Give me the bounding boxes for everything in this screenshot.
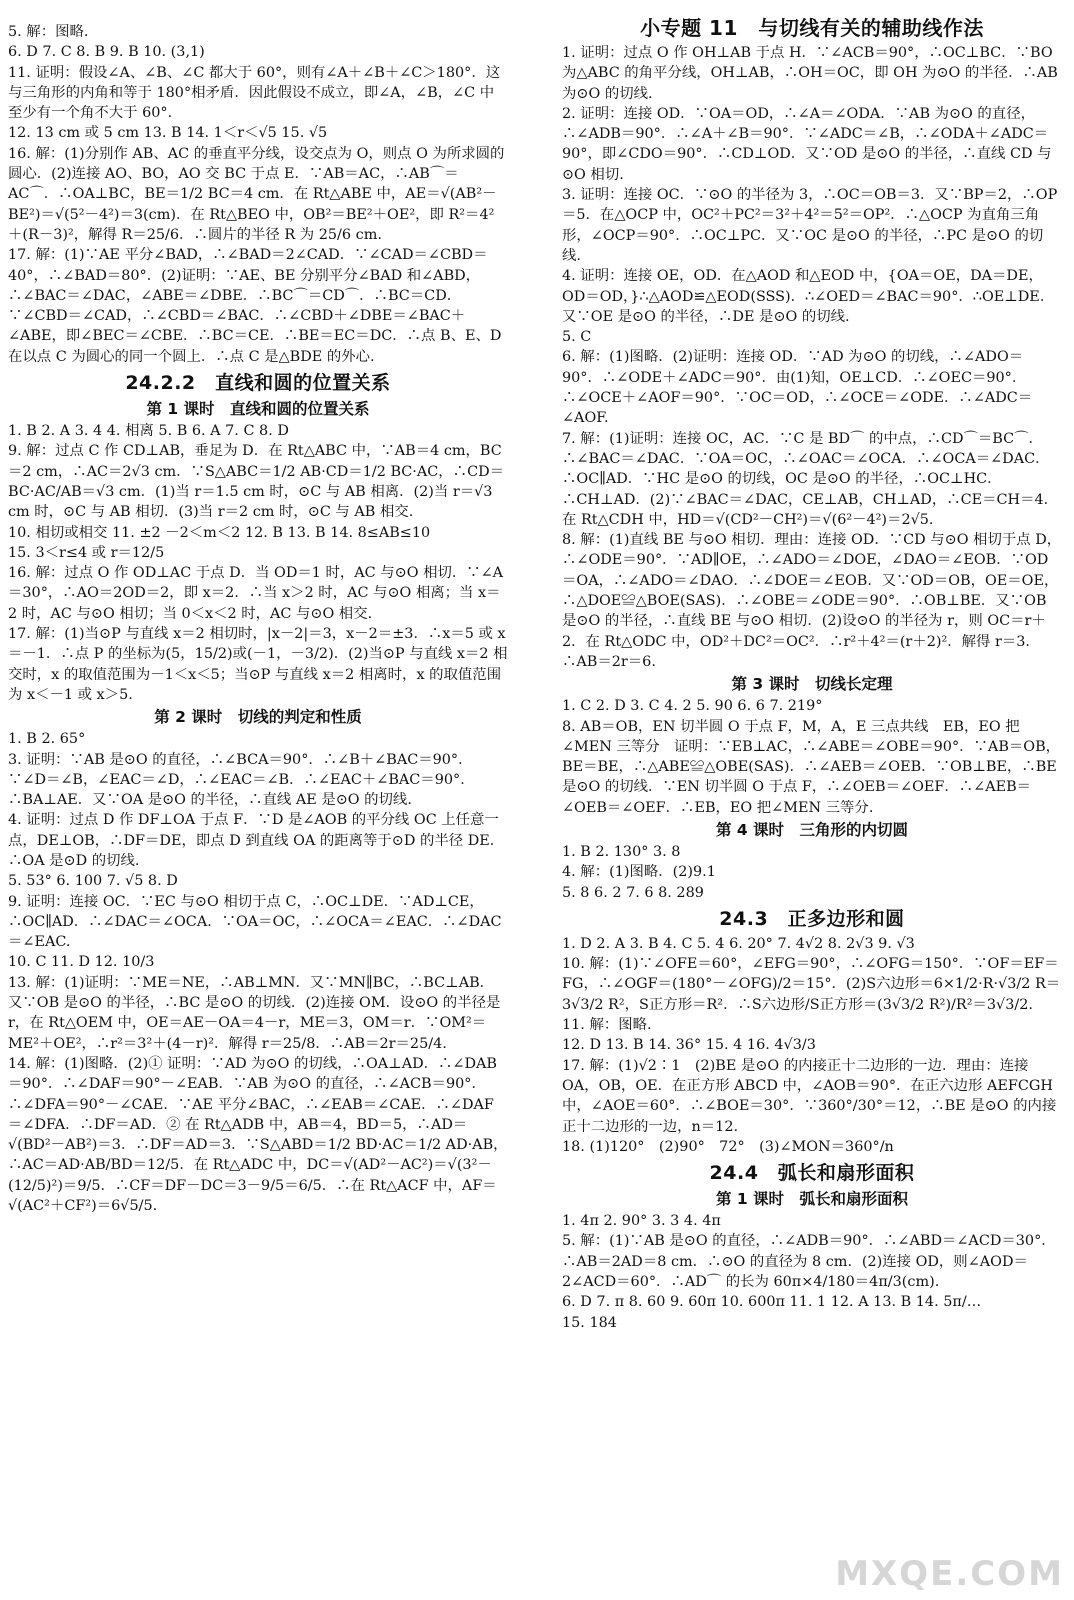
answer-line: 10. C 11. D 12. 10/3 xyxy=(8,954,155,971)
answer-line: 17. 解：(1)∵AE 平分∠BAD，∴∠BAD＝2∠CAD．∵∠CAD＝∠CBD＝40°，∴∠BAD＝80°．(2)证明：∵AE、BE 分别平分∠BAD 和∠ABD，∴∠BAC＝∠DAC，∠ABE＝∠DBE．∴BC⌒＝CD⌒．∴BC＝CD．∵∠CBD＝∠CAD，∴∠CBD＝∠BAC．∴∠CBD＋∠DBE＝∠BAC＋∠ABE，即∠BEC＝∠CBE．∴BC＝CE．∴BE＝EC＝DC．∴点 B、E、D 在以点 C 为圆心的同一个圆上．∴点 C 是△BDE 的外心. xyxy=(8,247,502,365)
answer-line: 14. 解：(1)图略．(2)① 证明：∵AD 为⊙O 的切线，∴OA⊥AD．∴∠DAB＝90°．∴∠DAF＝90°－∠EAB．∵AB 为⊙O 的直径，∴∠ACB＝90°．∴∠DFA＝90°－∠CAE．∵AE 平分∠BAC，∴∠EAB＝∠CAE．∴∠DAF＝∠DFA．∴DF＝AD．② 在 Rt△ADB 中，AB＝4，BD＝5，∴AD＝√(BD²－AB²)＝3．∴DF＝AD＝3．∵S△ABD＝1/2 BD·AC＝1/2 AD·AB，∴AC＝AD·AB/BD＝12/5．在 Rt△ADC 中，DC＝√(AD²－AC²)＝√(3²－(12/5)²)＝9/5．∴CF＝DF－DC＝3－9/5＝6/5．∴在 Rt△ACF 中，AF＝√(AC²＋CF²)＝6√5/5. xyxy=(8,1055,508,1215)
answer-line: 18. (1)120° (2)90° 72° (3)∠MON＝360°/n xyxy=(562,1138,894,1155)
answer-line: 9. 解：过点 C 作 CD⊥AB，垂足为 D．在 Rt△ABC 中，∵AB＝4 cm，BC＝2 cm，∴AC＝2√3 cm．∵S△ABC＝1/2 AB·CD＝1/2 BC·AC，∴CD＝BC·AC/AB＝√3 cm．(1)当 r＝1.5 cm 时，⊙C 与 AB 相离．(2)当 r＝√3 cm 时，⊙C 与 AB 相切．(3)当 r＝2 cm 时，⊙C 与 AB 相交. xyxy=(8,443,505,521)
answer-line: 6. 解：(1)图略．(2)证明：连接 OD．∵AD 为⊙O 的切线，∴∠ADO＝90°．∴∠ODE＋∠ADC＝90°．由(1)知，OE⊥CD．∴∠OEC＝90°．∴∠OCE＋∠AOF＝90°．∵OC＝OD，∴∠OCE＝∠ODE．∴∠ADC＝∠AOF. xyxy=(562,349,1033,427)
answer-line: 8. 解：(1)直线 BE 与⊙O 相切．理由：连接 OD．∵CD 与⊙O 相切于点 D，∴∠ODE＝90°．∵AD∥OE，∴∠ADO＝∠DOE，∠DAO＝∠EOB．∵OD＝OA，∴∠ADO＝∠DAO．∴∠DOE＝∠EOB．又∵OD＝OB，OE＝OE，∴△DOE≌△BOE(SAS)．∴∠OBE＝∠ODE＝90°．∴OB⊥BE．又∵OB 是⊙O 的半径，∴直线 BE 与⊙O 相切．(2)设⊙O 的半径为 r，则 OC＝r＋2．在 Rt△ODC 中，OD²＋DC²＝OC²．∴r²＋4²＝(r＋2)²．解得 r＝3．∴AB＝2r＝6. xyxy=(562,532,1062,670)
answer-line: 1. 证明：过点 O 作 OH⊥AB 于点 H．∵∠ACB＝90°，∴OC⊥BC．∵BO 为△ABC 的角平分线，OH⊥AB，∴OH＝OC，即 OH 为⊙O 的半径．∴AB 为⊙O 的切线. xyxy=(562,45,1058,102)
answer-line: 17. 解：(1)当⊙P 与直线 x＝2 相切时，|x－2|＝3，x－2＝±3．∴x＝5 或 x＝－1．∴点 P 的坐标为(5，15/2)或(－1，－3/2)．(2)当⊙P 与直线 x＝2 相交时，x 的取值范围为－1＜x＜5；当⊙P 与直线 x＝2 相离时，x 的取值范围为 x＜－1 或 x＞5. xyxy=(8,626,508,703)
lesson-heading-1: 第 1 课时 直线和圆的位置关系 xyxy=(146,400,370,419)
answer-line: 5. 解：(1)∵AB 是⊙O 的直径，∴∠ADB＝90°．∴∠ABD＝∠ACD＝30°．∴AB＝2AD＝8 cm．∴⊙O 的直径为 8 cm．(2)连接 OD，则∠AOD＝2∠ACD＝60°．∴AD⌒ 的长为 60π×4/180＝4π/3(cm). xyxy=(562,1233,1056,1291)
answer-line: 4. 证明：过点 D 作 DF⊥OA 于点 F．∵D 是∠AOB 的平分线 OC 上任意一点，DE⊥OB，∴DF＝DE，即点 D 到直线 OA 的距离等于⊙D 的半径 DE．∴OA 是⊙D 的切线. xyxy=(8,812,505,869)
section-heading-24-2-2: 24.2.2 直线和圆的位置关系 xyxy=(125,372,391,395)
answer-line: 5. C xyxy=(562,329,592,346)
topic-heading-11: 小专题 11 与切线有关的辅助线作法 xyxy=(640,16,984,40)
answer-line: 12. 13 cm 或 5 cm 13. B 14. 1＜r＜√5 15. √5 xyxy=(8,125,328,142)
site-watermark: MXQE.COM xyxy=(835,1554,1064,1594)
answer-line: 5. 8 6. 2 7. 6 8. 289 xyxy=(562,884,704,901)
lesson-heading-2: 第 2 课时 切线的判定和性质 xyxy=(154,708,362,727)
answer-line: 9. 证明：连接 OC．∵EC 与⊙O 相切于点 C，∴OC⊥DE．∵AD⊥CE，∴OC∥AD．∴∠DAC＝∠OCA．∵OA＝OC，∴∠OCA＝∠EAC．∴∠DAC＝∠EAC. xyxy=(8,893,502,951)
topic-answers xyxy=(562,43,1062,672)
answer-line: 11. 证明：假设∠A、∠B、∠C 都大于 60°，则有∠A＋∠B＋∠C＞180°．这与三角形的内角和等于 180°相矛盾．因此假设不成立，即∠A，∠B，∠C 中至少有一个角不大于 60°. xyxy=(8,64,501,122)
answer-line: 4. 证明：连接 OE，OD．在△AOD 和△EOD 中，{OA＝OE，DA＝DE，OD＝OD，}∴△AOD≌△EOD(SSS)．∴∠OED＝∠BAC＝90°．∴OE⊥DE．又∵OE 是⊙O 的半径，∴DE 是⊙O 的切线. xyxy=(562,268,1055,325)
answer-line: 3. 证明：∵AB 是⊙O 的直径，∴∠BCA＝90°．∴∠B＋∠BAC＝90°．∵∠D＝∠B，∠EAC＝∠D，∴∠EAC＝∠B．∴∠EAC＋∠BAC＝90°．∴BA⊥AE．又∵OA 是⊙O 的半径，∴直线 AE 是⊙O 的切线. xyxy=(8,751,475,809)
answer-line: 4. 解：(1)图略．(2)9.1 xyxy=(562,864,716,881)
answer-line: 10. 解：(1)∵∠OFE＝60°，∠EFG＝90°，∴∠OFG＝150°．∵OF＝EF＝FG，∴∠OGF＝(180°－∠OFG)/2＝15°．(2)S六边形＝6×1/2·R·√3/2 R＝3√3/2 R²，S正方形＝R²．∴S六边形/S正方形＝(3√3/2 R²)/R²＝3√3/2. xyxy=(562,956,1061,1013)
answer-line: 6. D 7. π 8. 60 9. 60π 10. 600π 11. 1 12. A 13. B 14. 5π/… xyxy=(562,1294,982,1311)
answer-line: 15. 3＜r≤4 或 r＝12/5 xyxy=(8,544,165,561)
section-heading-24-4: 24.4 弧长和扇形面积 xyxy=(709,1162,915,1185)
answer-line: 12. D 13. B 14. 36° 15. 4 16. 4√3/3 xyxy=(562,1037,816,1054)
answer-line: 7. 解：(1)证明：连接 OC，AC．∵C 是 BD⌒ 的中点，∴CD⌒＝BC⌒．∴∠BAC＝∠DAC．∵OA＝OC，∴∠OAC＝∠OCA．∴∠OCA＝∠DAC．∴OC∥AD．∵HC 是⊙O 的切线，OC 是⊙O 的半径，∴OC⊥HC．∴CH⊥AD．(2)∵∠BAC＝∠DAC，CE⊥AB，CH⊥AD，∴CE＝CH＝4．在 Rt△CDH 中，HD＝√(CD²－CH²)＝√(6²－4²)＝2√5. xyxy=(562,430,1059,528)
lesson2-answers xyxy=(8,729,508,1216)
answer-line: 1. B 2. A 3. 4 4. 相离 5. B 6. A 7. C 8. D xyxy=(8,423,289,440)
answer-line: 5. 53° 6. 100 7. √5 8. D xyxy=(8,873,178,890)
answer-line: 2. 证明：连接 OD．∵OA＝OD，∴∠A＝∠ODA．∵AB 为⊙O 的直径，∴∠ADB＝90°．∴∠A＋∠B＝90°．∵∠ADC＝∠B，∴∠ODA＋∠ADC＝90°，即∠CDO＝90°．∴CD⊥OD．又∵OD 是⊙O 的半径，∴直线 CD 与⊙O 相切. xyxy=(562,105,1052,183)
lesson-heading-3: 第 3 课时 切线长定理 xyxy=(731,675,893,694)
answer-line: 11. 解：图略. xyxy=(562,1017,652,1034)
answer-line: 1. C 2. D 3. C 4. 2 5. 90 6. 6 7. 219° xyxy=(562,698,823,715)
answer-line: 13. 解：(1)证明：∵ME＝NE，∴AB⊥MN．又∵MN∥BC，∴BC⊥AB．又∵OB 是⊙O 的半径，∴BC 是⊙O 的切线．(2)连接 OM．设⊙O 的半径是 r，在 Rt△OEM 中，OE＝AE－OA＝4－r，ME＝3，OM＝r．∵OM²＝ME²＋OE²，∴r²＝3²＋(4－r)²．解得 r＝25/8．∴AB＝2r＝25/4. xyxy=(8,974,501,1052)
answer-line: 1. 4π 2. 90° 3. 3 4. 4π xyxy=(562,1213,721,1230)
answer-line: 5. 解：图略. xyxy=(8,24,89,40)
answer-line: 8. AB＝OB，EN 切半圆 O 于点 F，M，A，E 三点共线 EB，EO 把∠MEN 三等分 证明：∵EB⊥AC，∴∠ABE＝∠OBE＝90°．∵AB＝OB，BE＝BE，∴△ABE≌△OBE(SAS)．∴∠AEB＝∠OEB．∵OB⊥BE，∴BE 是⊙O 的切线．∵EN 切半圆 O 于点 F，∴∠OEB＝∠OEF．∴∠AEB＝∠OEB＝∠OEF．∴EB，EO 把∠MEN 三等分. xyxy=(562,718,1061,816)
lesson-heading-arc: 第 1 课时 弧长和扇形面积 xyxy=(715,1190,909,1209)
left-top-answers xyxy=(8,22,508,367)
sec243-answers xyxy=(562,934,1062,1157)
lesson1-answers xyxy=(8,421,508,705)
answer-line: 6. D 7. C 8. B 9. B 10. (3,1) xyxy=(8,44,205,61)
lesson3-answers xyxy=(562,696,1062,818)
arc-answers xyxy=(562,1211,1062,1333)
lesson4-answers xyxy=(562,842,1062,903)
answer-line: 15. 184 xyxy=(562,1314,617,1331)
answer-line: 1. D 2. A 3. B 4. C 5. 4 6. 20° 7. 4√2 8. 2√3 9. √3 xyxy=(562,935,915,952)
answer-line: 1. B 2. 65° xyxy=(8,731,86,748)
answer-line: 16. 解：(1)分别作 AB、AC 的垂直平分线，设交点为 O，则点 O 为所求圆的圆心．(2)连接 AO、BO，AO 交 BC 于点 E．∵AB＝AC，∴AB⌒＝AC⌒．∴OA⊥BC，BE＝1/2 BC＝4 cm．在 Rt△ABE 中，AE＝√(AB²－BE²)＝√(5²－4²)＝3(cm)．在 Rt△BEO 中，OB²＝BE²＋OE²，即 R²＝4²＋(R－3)²，解得 R＝25/6．∴圆片的半径 R 为 25/6 cm. xyxy=(8,145,505,243)
answer-line: 16. 解：过点 O 作 OD⊥AC 于点 D．当 OD＝1 时，AC 与⊙O 相切．∵∠A＝30°，∴AO＝2OD＝2，即 x＝2．∴当 x＞2 时，AC 与⊙O 相离；当 x＝2 时，AC 与⊙O 相切；当 0＜x＜2 时，AC 与⊙O 相交. xyxy=(8,565,504,622)
answer-line: 1. B 2. 130° 3. 8 xyxy=(562,843,681,860)
section-heading-24-3: 24.3 正多边形和圆 xyxy=(719,907,905,930)
left-column xyxy=(8,22,508,1216)
right-column xyxy=(562,16,1062,1333)
answer-line: 10. 相切或相交 11. ±2 －2＜m＜2 12. B 13. B 14. 8≤AB≤10 xyxy=(8,524,431,541)
answer-line: 3. 证明：连接 OC．∵⊙O 的半径为 3，∴OC＝OB＝3．又∵BP＝2，∴OP＝5．在△OCP 中，OC²＋PC²＝3²＋4²＝5²＝OP²．∴△OCP 为直角三角形，∠OCP＝90°．∴OC⊥PC．又∵OC 是⊙O 的半径，∴PC 是⊙O 的切线. xyxy=(562,187,1058,264)
answer-line: 17. 解：(1)√2∶1 (2)BE 是⊙O 的内接正十二边形的一边．理由：连接 OA，OB，OE．在正方形 ABCD 中，∠AOB＝90°．在正六边形 AEFCGH 中，∠AOE＝60°．∴∠BOE＝30°．∵360°/30°＝12，∴BE 是⊙O 的内接正十二边形的一边，n＝12. xyxy=(562,1057,1057,1135)
lesson-heading-4: 第 4 课时 三角形的内切圆 xyxy=(715,820,909,839)
